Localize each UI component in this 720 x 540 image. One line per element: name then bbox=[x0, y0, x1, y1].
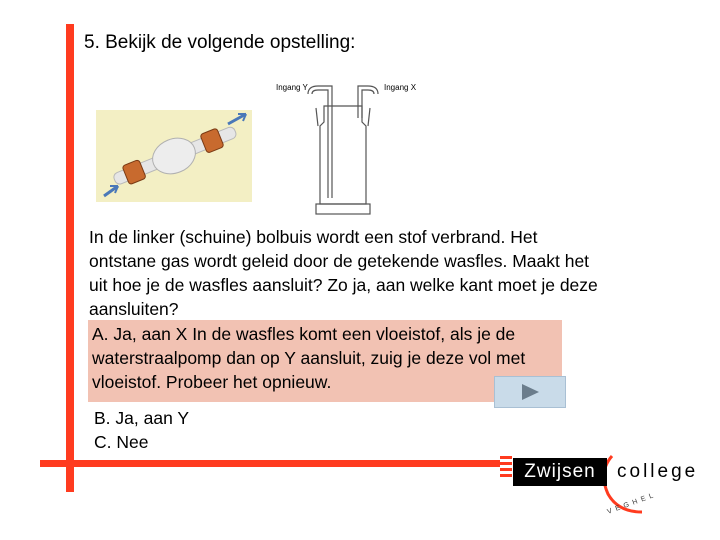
logo-word: college bbox=[617, 461, 699, 482]
washing-bottle-diagram bbox=[268, 78, 436, 220]
red-vertical-bar bbox=[66, 24, 74, 492]
next-button[interactable] bbox=[494, 376, 566, 408]
logo-brand: Zwijsen bbox=[513, 458, 607, 486]
label-ingang-y: Ingang Y bbox=[276, 83, 308, 92]
logo-arc-text: VEGHEL bbox=[606, 491, 659, 516]
option-b[interactable]: B. Ja, aan Y bbox=[94, 408, 190, 428]
feedback-text: A. Ja, aan X In de wasfles komt een vloeistof, als je de waterstraalpomp dan op Y aansluit, zuig je deze vol met vloeistof. Probeer het opnieuw. bbox=[92, 324, 526, 392]
option-c[interactable]: C. Nee bbox=[94, 432, 149, 452]
feedback-box bbox=[88, 320, 562, 402]
question-title: 5. Bekijk de volgende opstelling: bbox=[84, 32, 356, 53]
question-text: In de linker (schuine) bolbuis wordt een stof verbrand. Het ontstane gas wordt geleid door de getekende wasfles. Maakt het uit hoe je de wasfles aansluit? Zo ja, aan welke kant moet je deze aansluiten? bbox=[89, 227, 598, 319]
answer-options bbox=[94, 406, 189, 454]
play-arrow-icon bbox=[520, 383, 540, 401]
label-ingang-x: Ingang X bbox=[384, 83, 417, 92]
zwijsen-college-logo bbox=[500, 450, 699, 525]
red-horizontal-bar bbox=[40, 460, 500, 467]
bulb-tube-image bbox=[96, 110, 252, 202]
